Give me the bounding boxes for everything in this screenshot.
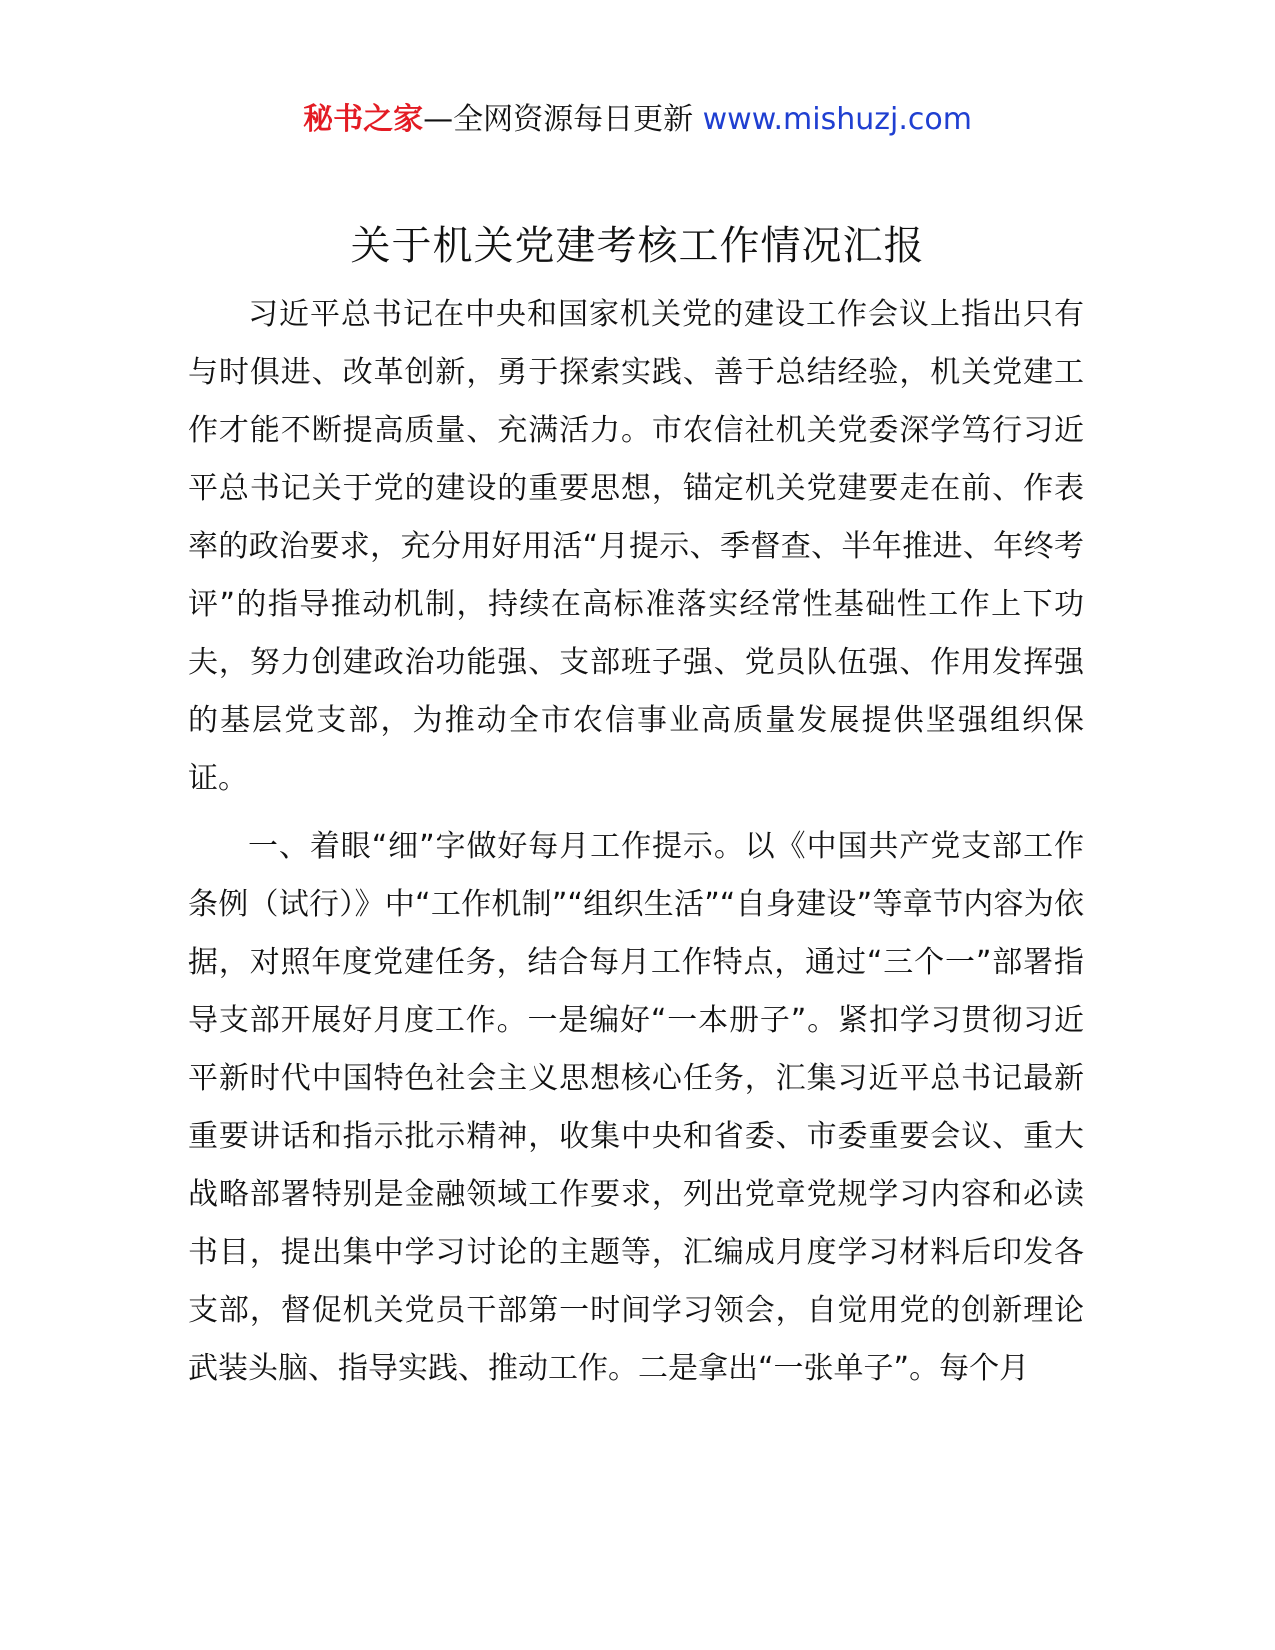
site-brand: 秘书之家 (303, 102, 424, 137)
document-title: 关于机关党建考核工作情况汇报 (350, 223, 925, 269)
site-header (0, 96, 1275, 144)
document-body (188, 286, 1084, 1408)
body-paragraph-2: 一、着眼“细”字做好每月工作提示。以《中国共产党支部工作条例（试行）》中“工作机制”“组织生活”“自身建设”等章节内容为依据，对照年度党建任务，结合每月工作特点，通过“三个一”部署指导支部开展好月度工作。一是编好“一本册子”。紧扣学习贯彻习近平新时代中国特色社会主义思想核心任务，汇集习近平总书记最新重要讲话和指示批示精神，收集中央和省委、市委重要会议、重大战略部署特别是金融领域工作要求，列出党章党规学习内容和必读书目，提出集中学习讨论的主题等，汇编成月度学习材料后印发各支部，督促机关党员干部第一时间学习领会，自觉用党的创新理论武装头脑、指导实践、推动工作。二是拿出“一张单子”。每个月 (188, 829, 1084, 1386)
site-url-link[interactable]: www.mishuzj.com (702, 102, 972, 137)
site-tagline: —全网资源每日更新 (423, 102, 703, 137)
body-paragraph-1: 习近平总书记在中央和国家机关党的建设工作会议上指出只有与时俱进、改革创新，勇于探索实践、善于总结经验，机关党建工作才能不断提高质量、充满活力。市农信社机关党委深学笃行习近平总书记关于党的建设的重要思想，锚定机关党建要走在前、作表率的政治要求，充分用好用活“月提示、季督查、半年推进、年终考评”的指导推动机制，持续在高标准落实经常性基础性工作上下功夫，努力创建政治功能强、支部班子强、党员队伍强、作用发挥强的基层党支部，为推动全市农信事业高质量发展提供坚强组织保证。 (188, 297, 1084, 796)
